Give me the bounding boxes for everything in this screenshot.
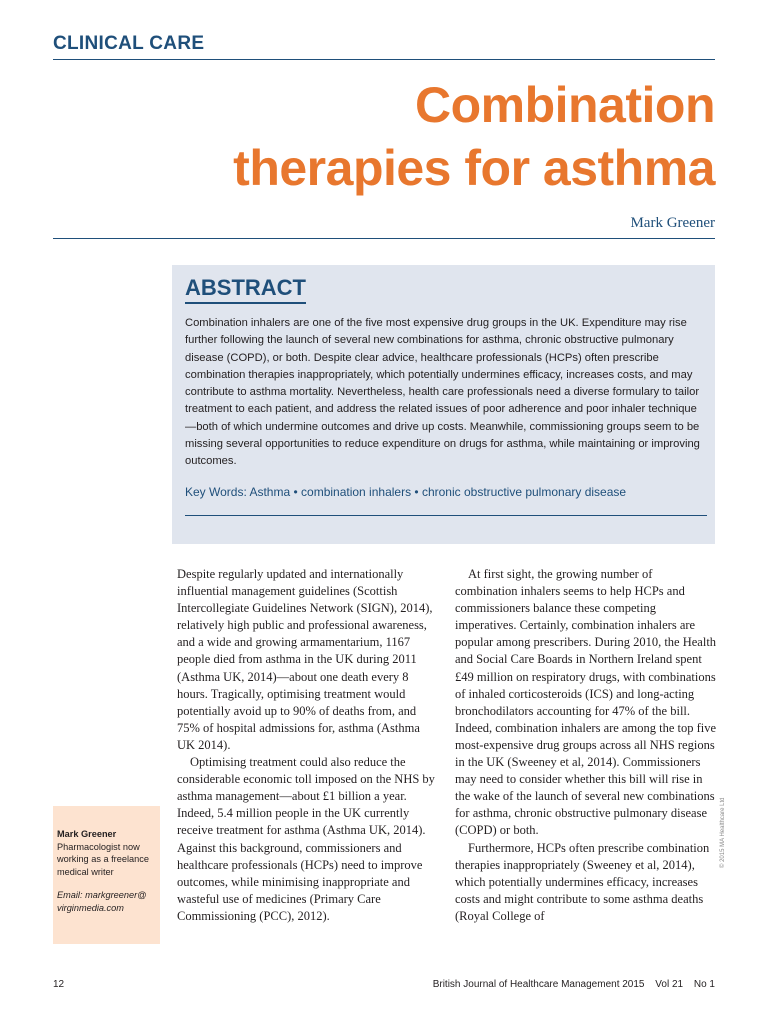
bio-role: Pharmacologist now working as a freelance medical writer <box>57 841 149 877</box>
copyright-notice: © 2015 MA Healthcare Ltd <box>720 797 726 868</box>
title-line-2: therapies for asthma <box>233 140 715 196</box>
paragraph: At first sight, the growing number of combination inhalers seems to help HCPs and commissioners balance these competing imperatives. Certainly, combination inhalers are popular among prescribers. During 2010, the Health and Social Care Boards in Northern Ireland spent £49 million on respiratory drugs, with combinations of inhaled corticosteroids (ICS) and long-acting bronchodilators accounting for 47% of the bill. Indeed, combination inhalers are among the top five most-expensive drug groups across all NHS regions in the UK (Sweeney et al, 2014). Commissioners may need to consider whether this bill will rise in the wake of the launch of several new combinations for asthma, chronic obstructive pulmonary disease (COPD) or both. <box>455 567 717 838</box>
page-number: 12 <box>53 979 65 990</box>
abstract-text: Combination inhalers are one of the five most expensive drug groups in the UK. Expenditure may rise further following the launch of several new combinations for asthma, chronic obstructive pulmonary disease (COPD), or both. Despite clear advice, healthcare professionals (HCPs) often prescribe combination therapies inappropriately, which potentially undermines efficacy, increases costs, and may contribute to asthma mortality. Nevertheless, health care professionals need a diverse formulary to tailor treatment to each patient, and address the related issues of poor adherence and poor inhaler technique—both of which undermine outcomes and drive up costs. Meanwhile, commissioning groups seem to be missing several opportunities to reduce expenditure on drugs for asthma, while maintaining or improving outcomes. <box>185 317 700 468</box>
journal-footer <box>433 979 715 990</box>
abstract-rule <box>185 515 707 516</box>
paragraph: Despite regularly updated and internationally influential management guidelines (Scottish Intercollegiate Guidelines Network (SIGN), 2014), relatively high public and professional awareness, and a wide and growing armamentarium, 1167 people died from asthma in the UK during 2011 (Asthma UK, 2014)—about one death every 8 hours. Tragically, optimising treatment would potentially avoid up to 90% of deaths from, and 75% of hospital admissions for, asthma (Asthma UK 2014). <box>177 567 433 752</box>
journal-volume: Vol 21 <box>655 979 684 990</box>
section-label: CLINICAL CARE <box>53 33 205 54</box>
body-column-2 <box>455 566 717 925</box>
paragraph: Optimising treatment could also reduce the considerable economic toll imposed on the NHS by asthma management—about £1 billion a year. Indeed, 5.4 million people in the UK currently receive treatment for asthma (Asthma UK, 2014). Against this background, commissioners and healthcare professionals (HCPs) need to improve outcomes, while minimising inappropriate and wasteful use of medicines (Primary Care Commissioning (PCC), 2012). <box>177 755 435 923</box>
abstract-box <box>172 265 715 544</box>
body-column-1 <box>177 566 439 925</box>
journal-issue: No 1 <box>693 979 715 990</box>
author-rule <box>53 238 715 239</box>
bio-email: Email: markgreener@ virginmedia.com <box>57 890 147 913</box>
paragraph: Furthermore, HCPs often prescribe combination therapies inappropriately (Sweeney et al, 2014), which potentially undermines efficacy, increases costs and might contribute to some asthma deaths (Royal College of <box>455 840 710 923</box>
header-rule <box>53 59 715 60</box>
author-byline: Mark Greener <box>630 215 715 231</box>
abstract-heading: ABSTRACT <box>185 275 306 304</box>
author-bio-box <box>53 806 160 944</box>
keywords: Key Words: Asthma • combination inhalers • chronic obstructive pulmonary disease <box>185 484 627 499</box>
article-title <box>233 74 715 200</box>
bio-name: Mark Greener <box>57 829 117 839</box>
journal-name: British Journal of Healthcare Management 2015 <box>432 979 645 990</box>
title-line-1: Combination <box>414 77 715 133</box>
